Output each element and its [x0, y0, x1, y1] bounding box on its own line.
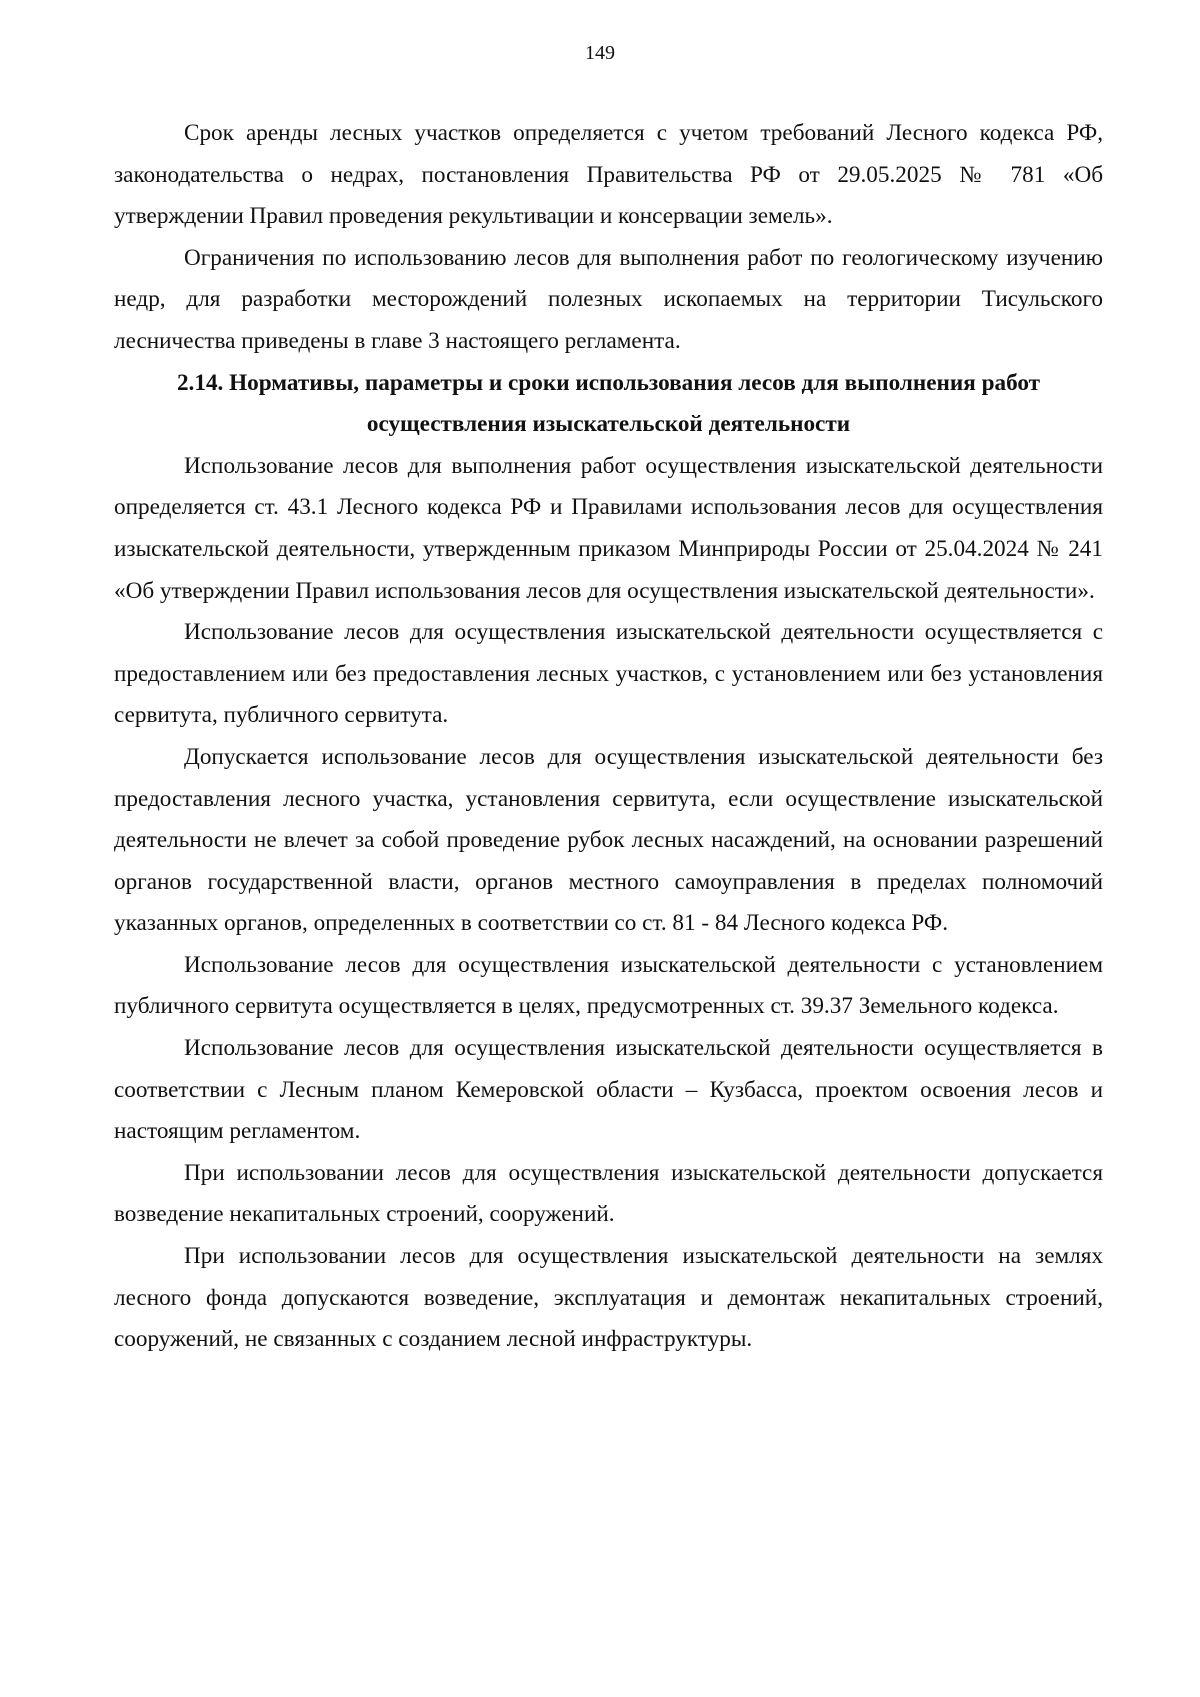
page-body	[114, 113, 1103, 1361]
paragraph-forest-fund-structures: При использовании лесов для осуществления изыскательской деятельности на землях лесного фонда допускаются возведение, эксплуатация и демонтаж некапитальных строений, сооружений, не связанных с созданием лесной инфраструктуры.	[114, 1243, 1103, 1353]
paragraph-forest-plan: Использование лесов для осуществления изыскательской деятельности осуществляется в соответствии с Лесным планом Кемеровской области – Кузбасса, проектом освоения лесов и настоящим регламентом.	[114, 1035, 1103, 1145]
paragraph-geology-restrictions: Ограничения по использованию лесов для выполнения работ по геологическому изучению недр, для разработки месторождений полезных ископаемых на территории Тисульского лесничества приведены в главе 3 настоящего регламента.	[114, 244, 1103, 354]
paragraph-legal-basis: Использование лесов для выполнения работ осуществления изыскательской деятельности определяется ст. 43.1 Лесного кодекса РФ и Правилами использования лесов для осуществления изыскательской деятельности, утвержденным приказом Минприроды России от 25.04.2024 № 241 «Об утверждении Правил использования лесов для осуществления изыскательской деятельности».	[114, 452, 1103, 604]
page-number: 149	[585, 42, 615, 64]
paragraph-provision-modes: Использование лесов для осуществления изыскательской деятельности осуществляется с предоставлением или без предоставления лесных участков, с установлением или без установления сервитута, публичного сервитута.	[114, 619, 1103, 729]
paragraph-public-servitude: Использование лесов для осуществления изыскательской деятельности с установлением публичного сервитута осуществляется в целях, предусмотренных ст. 39.37 Земельного кодекса.	[114, 951, 1103, 1020]
paragraph-lease-term: Срок аренды лесных участков определяется с учетом требований Лесного кодекса РФ, законодательства о недрах, постановления Правительства РФ от 29.05.2025 № 781 «Об утверждении Правил проведения рекультивации и консервации земель».	[114, 120, 1103, 230]
section-heading: 2.14. Нормативы, параметры и сроки использования лесов для выполнения работ осуществления изыскательской деятельности	[176, 369, 1041, 438]
paragraph-without-provision: Допускается использование лесов для осуществления изыскательской деятельности без предоставления лесного участка, установления сервитута, если осуществление изыскательской деятельности не влечет за собой проведение рубок лесных насаждений, на основании разрешений органов государственной власти, органов местного самоуправления в пределах полномочий указанных органов, определенных в соответствии со ст. 81 - 84 Лесного кодекса РФ.	[114, 743, 1103, 937]
paragraph-temporary-structures: При использовании лесов для осуществления изыскательской деятельности допускается возведение некапитальных строений, сооружений.	[114, 1159, 1103, 1228]
